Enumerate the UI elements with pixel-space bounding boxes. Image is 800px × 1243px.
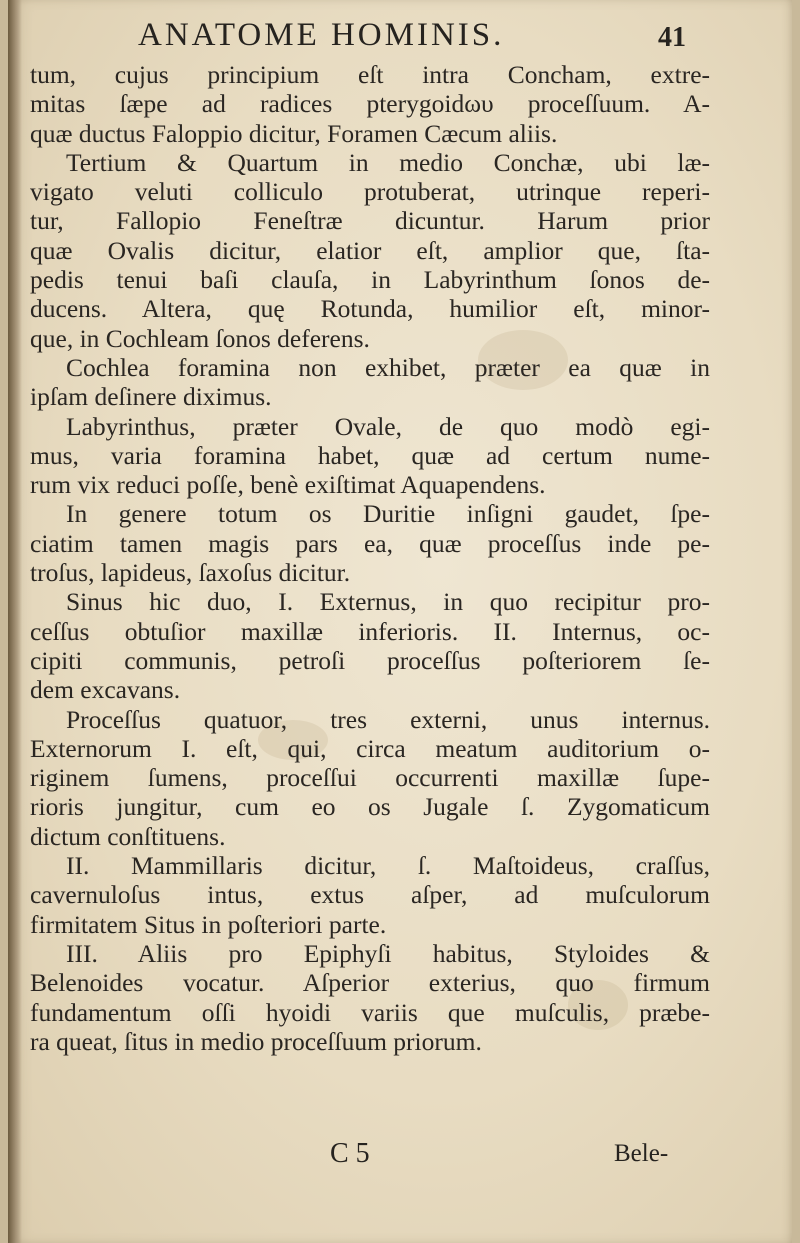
text-line: ceſſus obtuſior maxillæ inferioris. II. Internus, oc- <box>30 616 710 646</box>
text-line: firmitatem Situs in poſteriori parte. <box>30 909 387 939</box>
text-line: dem excavans. <box>30 675 181 705</box>
text-line: Labyrinthus, præter Ovale, de quo modò egi- <box>66 411 710 441</box>
text-line: Externorum I. eſt, qui, circa meatum auditorium o- <box>30 733 710 763</box>
page-gutter-shadow <box>8 0 22 1243</box>
text-line: ra queat, ſitus in medio proceſſuum priorum. <box>30 1026 482 1056</box>
text-line: quæ ductus Faloppio dicitur, Foramen Cæcum aliis. <box>30 118 558 148</box>
running-head: ANATOME HOMINIS. <box>138 17 505 53</box>
text-line: riginem ſumens, proceſſui occurrenti maxillæ ſupe- <box>30 763 710 793</box>
text-line: In genere totum os Duritie inſigni gaudet, ſpe- <box>66 499 710 529</box>
text-line: quæ Ovalis dicitur, elatior eſt, amplior que, ſta- <box>30 235 710 265</box>
text-line: Belenoides vocatur. Aſperior exterius, quo firmum <box>30 968 710 998</box>
text-line: ducens. Altera, quę Rotunda, humilior eſt, minor- <box>30 294 710 324</box>
text-line: que, in Cochleam ſonos deferens. <box>30 323 370 353</box>
text-line: Proceſſus quatuor, tres externi, unus internus. <box>66 704 710 734</box>
text-line: rioris jungitur, cum eo os Jugale ſ. Zygomaticum <box>30 792 710 822</box>
text-line: vigato veluti colliculo protuberat, utrinque reperi- <box>30 177 710 207</box>
text-line: pedis tenui baſi clauſa, in Labyrinthum ſonos de- <box>30 265 710 295</box>
text-line: tum, cujus principium eſt intra Concham, extre- <box>30 60 710 89</box>
text-line: dictum conſtituens. <box>30 821 226 851</box>
text-line: Cochlea foramina non exhibet, præter ea quæ in <box>66 352 710 382</box>
signature-mark: C 5 <box>330 1138 370 1169</box>
text-line: Tertium & Quartum in medio Conchæ, ubi læ- <box>66 147 710 177</box>
text-line: tur, Fallopio Feneſtræ dicuntur. Harum prior <box>30 206 710 236</box>
text-line: mitas ſæpe ad radices pterygoidωυ proceſſuum. A- <box>30 89 710 119</box>
text-line: ciatim tamen magis pars ea, quæ proceſſus inde pe- <box>30 528 710 558</box>
book-page <box>8 0 792 1243</box>
text-line: mus, varia foramina habet, quæ ad certum nume- <box>30 440 710 470</box>
text-line: fundamentum oſſi hyoidi variis que muſculis, præbe- <box>30 997 710 1027</box>
text-line: Sinus hic duo, I. Externus, in quo recipitur pro- <box>66 587 710 617</box>
body-text <box>30 60 710 1056</box>
text-line: troſus, lapideus, ſaxoſus dicitur. <box>30 558 351 588</box>
text-line: III. Aliis pro Epiphyſi habitus, Styloides & <box>66 938 710 968</box>
text-line: rum vix reduci poſſe, benè exiſtimat Aquapendens. <box>30 470 546 500</box>
text-line: cavernuloſus intus, extus aſper, ad muſculorum <box>30 880 710 910</box>
page-number: 41 <box>658 22 686 53</box>
text-line: II. Mammillaris dicitur, ſ. Maſtoideus, craſſus, <box>66 851 710 881</box>
catchword: Bele- <box>614 1140 669 1167</box>
text-line: cipiti communis, petroſi proceſſus poſteriorem ſe- <box>30 645 710 675</box>
text-line: ipſam deſinere diximus. <box>30 382 272 412</box>
page-footer <box>30 1136 710 1172</box>
